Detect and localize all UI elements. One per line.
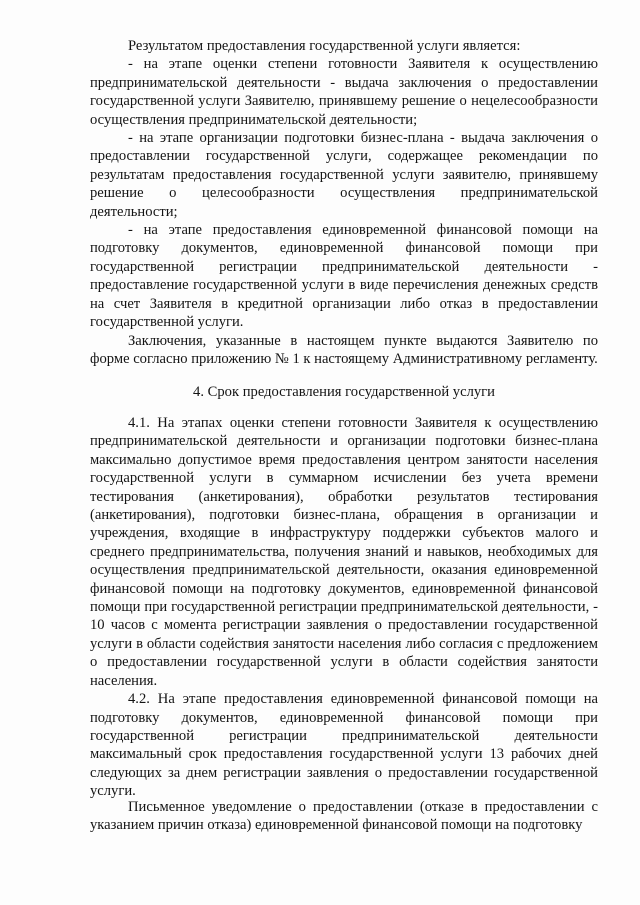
result-section (90, 37, 598, 368)
result-item-business-plan: - на этапе организации подготовки бизнес-плана - выдача заключения о предоставлении государственной услуги, содержащее рекомендации по результатам предоставления государственной услуги заявителю, принявшему решение о целесообразности осуществления предпринимательской деятельности; (90, 130, 598, 220)
written-notice: Письменное уведомление о предоставлении (отказе в предоставлении с указанием причин отказа) единовременной финансовой помощи на подготовку (90, 799, 598, 834)
section-title: 4. Срок предоставления государственной услуги (193, 384, 495, 400)
conclusions-note: Заключения, указанные в настоящем пункте выдаются Заявителю по форме согласно приложению № 1 к настоящему Административному регламенту. (90, 332, 598, 367)
clause-4-1: 4.1. На этапах оценки степени готовности Заявителя к осуществлению предпринимательской деятельности и организации подготовки бизнес-плана максимально допустимое время предоставления центром занятости населения государственной услуги в суммарном исчислении без учета времени тестирования (анкетирования), обработки результатов тестирования (анкетирования), подготовки бизнес-плана, обращения в организации и учреждения, входящие в инфраструктуру поддержки субъектов малого и среднего предпринимательства, получения знаний и навыков, необходимых для осуществления предпринимательской деятельности, оказания единовременной финансовой помощи на подготовку документов, единовременной финансовой помощи при государственной регистрации предпринимательской деятельности, - 10 часов с момента регистрации заявления о предоставлении государственной услуги в области содействия занятости населения либо согласия с предложением о предоставлении государственной услуги в области содействия занятости населения. (90, 415, 598, 689)
clause-4-2: 4.2. На этапе предоставления единовременной финансовой помощи на подготовку документов, единовременной финансовой помощи при государственной регистрации предпринимательской деятельности максимальный срок предоставления государственной услуги 13 рабочих дней следующих за днем регистрации заявления о предоставлении государственной услуги. (90, 691, 598, 800)
notice-section (90, 798, 598, 835)
result-intro: Результатом предоставления государственной услуги является: (128, 38, 521, 54)
result-item-financial-aid: - на этапе предоставления единовременной финансовой помощи на подготовку документов, единовременной финансовой помощи при государственной регистрации предпринимательской деятельности - предоставление государственной услуги в виде перечисления денежных средств на счет Заявителя в кредитной организации либо отказ в предоставлении государственной услуги. (90, 222, 598, 331)
result-item-assessment: - на этапе оценки степени готовности Заявителя к осуществлению предпринимательской деятельности - выдача заключения о предоставлении государственной услуги Заявителю, принявшему решение о нецелесообразности осуществления предпринимательской деятельности; (90, 56, 598, 128)
term-section (90, 414, 598, 801)
